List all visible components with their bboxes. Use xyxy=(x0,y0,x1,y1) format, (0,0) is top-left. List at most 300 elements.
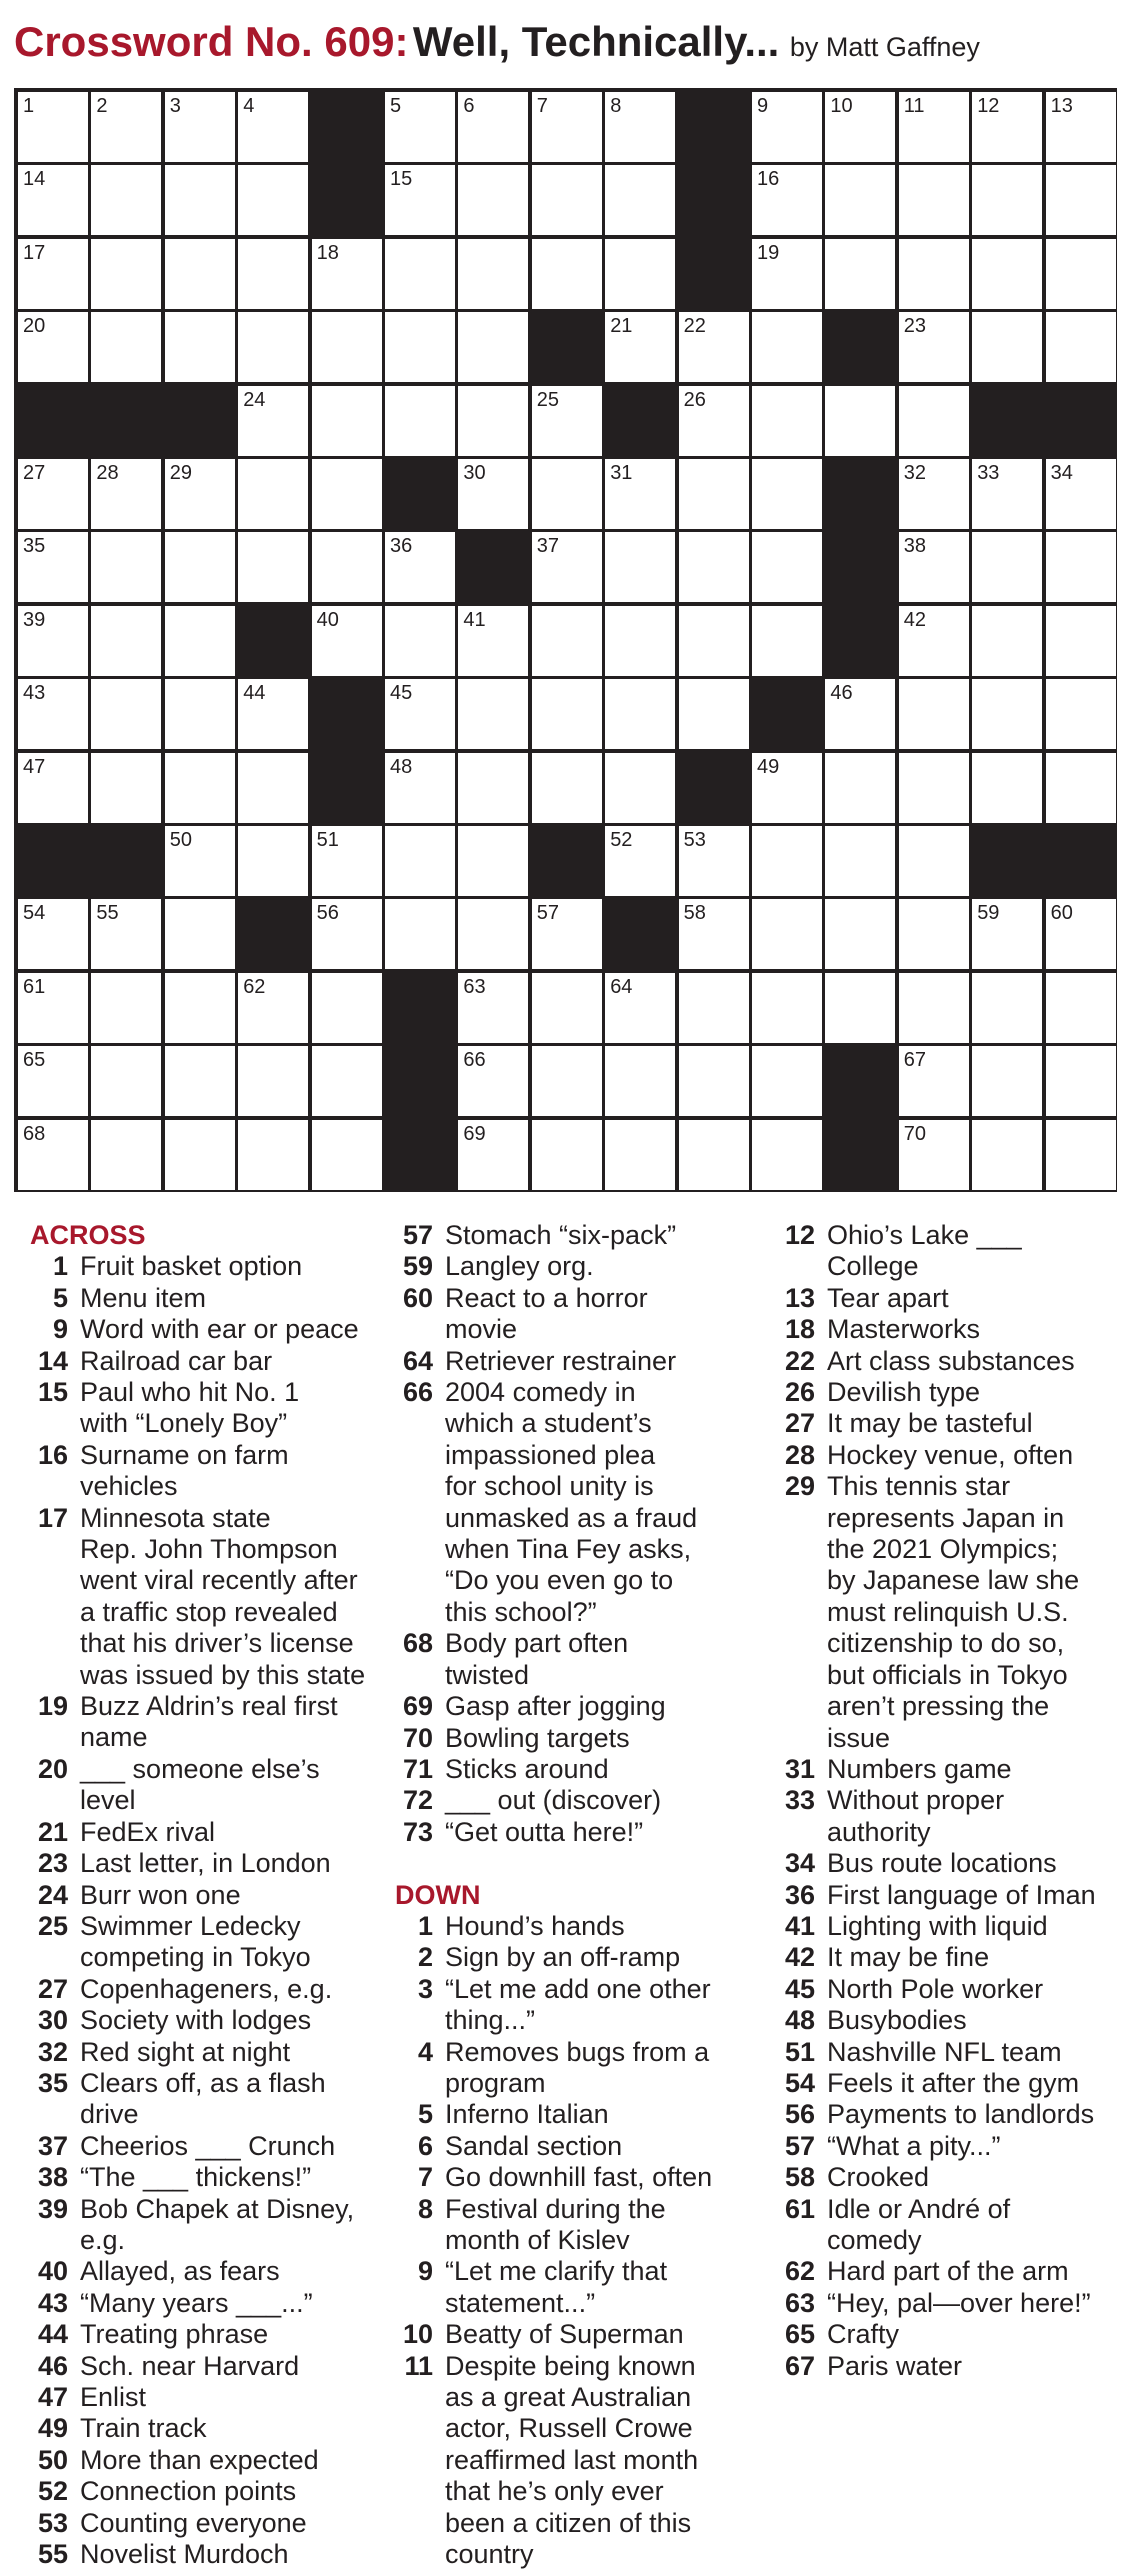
clue-text xyxy=(815,2256,1136,2287)
clue xyxy=(30,2382,390,2413)
grid-cell xyxy=(972,753,1042,823)
cell-number: 6 xyxy=(463,95,475,117)
grid-cell xyxy=(312,459,382,529)
clue-line: but officials in Tokyo xyxy=(827,1659,1068,1690)
clue-number: 62 xyxy=(784,2256,815,2287)
cell-number: 30 xyxy=(463,462,486,484)
clue-line: thing...” xyxy=(445,2005,536,2036)
cell-number: 69 xyxy=(463,1122,486,1145)
grid-cell xyxy=(18,312,88,382)
grid-cell xyxy=(458,606,528,676)
grid-cell xyxy=(238,312,308,382)
grid-cell xyxy=(679,899,749,969)
grid-cell xyxy=(165,973,235,1043)
black-square xyxy=(91,826,161,896)
clue-text xyxy=(68,2382,390,2413)
grid-cell xyxy=(91,1120,161,1190)
clue-text xyxy=(433,2131,755,2162)
clue-number: 57 xyxy=(402,1220,433,1250)
clue-text xyxy=(433,1754,755,1785)
clue xyxy=(30,1346,390,1377)
clue xyxy=(30,1440,390,1503)
clue-number: 16 xyxy=(37,1439,68,1470)
clue xyxy=(30,2194,390,2257)
clue-number: 9 xyxy=(52,1314,68,1345)
clue xyxy=(395,2037,755,2100)
clue-line: Cheerios ___ Crunch xyxy=(80,2130,336,2161)
crossword-grid xyxy=(14,88,1117,1192)
black-square xyxy=(312,165,382,235)
clue-text xyxy=(815,1346,1136,1377)
clue xyxy=(30,1314,390,1345)
cell-number: 7 xyxy=(536,95,548,117)
clue-number: 37 xyxy=(37,2130,68,2161)
cell-number: 35 xyxy=(23,535,46,558)
clue-text xyxy=(433,1691,755,1722)
clue-line: Treating phrase xyxy=(80,2319,269,2350)
grid-cell xyxy=(238,239,308,309)
clue-text xyxy=(815,2068,1136,2099)
clue-line: that his driver’s license xyxy=(80,1628,354,1659)
clue-line: It may be fine xyxy=(827,1942,990,1973)
clue-text xyxy=(68,2319,390,2350)
clue-line: Tear apart xyxy=(827,1282,949,1313)
grid-cell xyxy=(18,1120,88,1190)
clue-number: 45 xyxy=(784,1973,815,2004)
cell-number: 54 xyxy=(23,902,46,925)
clue xyxy=(30,1283,390,1314)
clue-line: movie xyxy=(445,1314,518,1345)
grid-cell xyxy=(1046,753,1116,823)
grid-cell xyxy=(972,679,1042,749)
clue-line: Enlist xyxy=(80,2382,147,2413)
black-square xyxy=(532,826,602,896)
clue-line: Ohio’s Lake ___ xyxy=(827,1220,1022,1250)
grid-cell xyxy=(679,312,749,382)
clue-number: 3 xyxy=(417,1973,433,2004)
cell-number: 24 xyxy=(243,388,266,411)
clue-text xyxy=(68,2005,390,2036)
clue-number: 59 xyxy=(402,1251,433,1282)
clue-text xyxy=(815,2099,1136,2130)
clue-number: 54 xyxy=(784,2067,815,2098)
clue xyxy=(30,2319,390,2350)
grid-cell xyxy=(532,753,602,823)
black-square xyxy=(238,606,308,676)
clue xyxy=(30,1848,390,1879)
grid-cell xyxy=(605,165,675,235)
clue-column-1 xyxy=(30,1220,390,2570)
clue xyxy=(395,2256,755,2319)
grid-cell xyxy=(972,532,1042,602)
grid-cell xyxy=(238,973,308,1043)
grid-cell xyxy=(18,239,88,309)
clue-number: 67 xyxy=(784,2350,815,2381)
clue-line: ___ out (discover) xyxy=(445,1785,662,1816)
grid-cell xyxy=(605,973,675,1043)
clue-line: the 2021 Olympics; xyxy=(827,1534,1059,1565)
clue-text xyxy=(433,1283,755,1346)
black-square xyxy=(605,386,675,456)
grid-cell xyxy=(825,753,895,823)
cell-number: 37 xyxy=(536,535,560,558)
clue-line: Removes bugs from a xyxy=(445,2036,710,2067)
grid-cell xyxy=(532,679,602,749)
black-square xyxy=(18,826,88,896)
clue-text xyxy=(68,2413,390,2444)
clue-number: 69 xyxy=(402,1691,433,1722)
clue-text xyxy=(68,2476,390,2507)
clue-line: must relinquish U.S. xyxy=(827,1596,1069,1627)
clue-number: 47 xyxy=(37,2382,68,2413)
cell-number: 70 xyxy=(903,1122,927,1145)
black-square xyxy=(825,1046,895,1116)
clue-line: Novelist Murdoch xyxy=(80,2539,289,2570)
clue-line: Hockey venue, often xyxy=(827,1439,1074,1470)
clue xyxy=(395,1377,755,1628)
cell-number: 57 xyxy=(536,902,560,925)
grid-cell xyxy=(752,459,822,529)
grid-cell xyxy=(972,899,1042,969)
clue xyxy=(777,2162,1136,2193)
grid-cell xyxy=(18,92,88,162)
clue-number: 51 xyxy=(784,2036,815,2067)
clue-line: Train track xyxy=(80,2413,207,2444)
clue-number: 9 xyxy=(417,2256,433,2287)
clue-number: 65 xyxy=(784,2319,815,2350)
cell-number: 18 xyxy=(316,241,339,264)
grid-cell xyxy=(532,459,602,529)
grid-cell xyxy=(899,1120,969,1190)
clue-line: Busybodies xyxy=(827,2005,967,2036)
clue-line: “Many years ___...” xyxy=(80,2287,313,2318)
cell-number: 31 xyxy=(610,462,633,484)
black-square xyxy=(752,679,822,749)
clue xyxy=(777,1974,1136,2005)
clue-line: Connection points xyxy=(80,2476,297,2507)
byline: by Matt Gaffney xyxy=(789,32,980,62)
cell-number: 52 xyxy=(610,829,633,851)
clue-text xyxy=(433,1911,755,1942)
cell-number: 16 xyxy=(757,168,780,191)
clue-line: This tennis star xyxy=(827,1471,1011,1502)
clue-number: 35 xyxy=(37,2067,68,2098)
clue xyxy=(395,1346,755,1377)
black-square xyxy=(238,899,308,969)
cell-number: 17 xyxy=(23,241,46,264)
grid-cell xyxy=(18,679,88,749)
clue-text xyxy=(68,1377,390,1440)
grid-cell xyxy=(1046,606,1116,676)
clue xyxy=(777,2319,1136,2350)
clue-text xyxy=(68,1848,390,1879)
grid-cell xyxy=(605,532,675,602)
clue-text xyxy=(815,1785,1136,1848)
clue-line: citizenship to do so, xyxy=(827,1628,1065,1659)
clue-text xyxy=(68,2068,390,2131)
grid-cell xyxy=(458,312,528,382)
cell-number: 32 xyxy=(903,462,927,484)
clue-line: “The ___ thickens!” xyxy=(80,2162,312,2193)
clue xyxy=(777,1346,1136,1377)
clue-column-2 xyxy=(395,1220,755,2570)
clue-number: 22 xyxy=(784,1345,815,1376)
clue-number: 57 xyxy=(784,2130,815,2161)
grid-cell xyxy=(458,165,528,235)
clue-line: Counting everyone xyxy=(80,2507,307,2538)
grid-cell xyxy=(312,239,382,309)
clue xyxy=(30,2445,390,2476)
black-square xyxy=(679,165,749,235)
black-square xyxy=(825,532,895,602)
grid-cell xyxy=(679,386,749,456)
clue-number: 19 xyxy=(37,1691,68,1722)
clue-line: Stomach “six-pack” xyxy=(445,1220,677,1250)
grid-cell xyxy=(238,679,308,749)
clue xyxy=(777,1848,1136,1879)
cell-number: 43 xyxy=(23,682,46,705)
grid-cell xyxy=(385,753,455,823)
clue-text xyxy=(433,2351,755,2570)
cell-number: 26 xyxy=(683,388,706,411)
grid-cell xyxy=(238,532,308,602)
clue xyxy=(777,2194,1136,2257)
grid-cell xyxy=(899,459,969,529)
black-square xyxy=(825,1120,895,1190)
cell-number: 28 xyxy=(96,462,119,484)
clue-text xyxy=(433,1377,755,1628)
cell-number: 10 xyxy=(830,95,853,117)
clue-number: 41 xyxy=(784,1910,815,1941)
clue-text xyxy=(815,2288,1136,2319)
grid-cell xyxy=(91,92,161,162)
clue-text xyxy=(815,1911,1136,1942)
clue-text xyxy=(68,1346,390,1377)
clue-text xyxy=(433,1817,755,1848)
clue-number: 7 xyxy=(417,2162,433,2193)
clue-text xyxy=(68,2539,390,2570)
grid-cell xyxy=(899,753,969,823)
clue-line: impassioned plea xyxy=(445,1439,656,1470)
grid-cell xyxy=(532,899,602,969)
grid-cell xyxy=(458,1046,528,1116)
grid-cell xyxy=(972,606,1042,676)
grid-cell xyxy=(679,973,749,1043)
clue-line: a traffic stop revealed xyxy=(80,1596,338,1627)
grid-cell xyxy=(899,606,969,676)
cell-number: 11 xyxy=(903,95,925,117)
clue-line: “Let me add one other xyxy=(445,1973,711,2004)
clue-number: 68 xyxy=(402,1628,433,1659)
puzzle-number: Crossword No. 609: xyxy=(14,18,409,65)
clue xyxy=(395,1283,755,1346)
clue-number: 8 xyxy=(417,2193,433,2224)
grid-cell xyxy=(1046,532,1116,602)
black-square xyxy=(825,606,895,676)
grid-cell xyxy=(91,606,161,676)
clue-line: actor, Russell Crowe xyxy=(445,2413,693,2444)
clue-number: 53 xyxy=(37,2507,68,2538)
cell-number: 66 xyxy=(463,1049,486,1072)
grid-cell xyxy=(825,826,895,896)
clue xyxy=(777,1314,1136,1345)
grid-cell xyxy=(532,165,602,235)
grid-cell xyxy=(165,239,235,309)
clue xyxy=(777,2256,1136,2287)
grid-cell xyxy=(752,165,822,235)
clue xyxy=(30,2539,390,2570)
clue-number: 52 xyxy=(37,2476,68,2507)
grid-cell xyxy=(605,679,675,749)
grid-cell xyxy=(679,459,749,529)
cell-number: 48 xyxy=(390,755,413,778)
clue-line: Burr won one xyxy=(80,1879,241,1910)
clue-line: Crafty xyxy=(827,2319,900,2350)
clue xyxy=(395,1723,755,1754)
grid-cell xyxy=(458,973,528,1043)
grid-cell xyxy=(532,532,602,602)
across-heading: ACROSS xyxy=(30,1220,146,1250)
clue-line: North Pole worker xyxy=(827,1973,1044,2004)
clue-text xyxy=(815,1220,1136,1283)
grid-cell xyxy=(679,606,749,676)
grid-cell xyxy=(458,239,528,309)
grid-cell xyxy=(165,1120,235,1190)
clue-number: 27 xyxy=(37,1973,68,2004)
clue-text xyxy=(815,1408,1136,1439)
clue-number: 33 xyxy=(784,1785,815,1816)
cell-number: 5 xyxy=(390,95,402,117)
clue-line: reaffirmed last month xyxy=(445,2444,699,2475)
grid-cell xyxy=(238,753,308,823)
grid-cell xyxy=(972,312,1042,382)
cell-number: 50 xyxy=(169,829,193,851)
cell-number: 60 xyxy=(1050,902,1073,925)
grid-cell xyxy=(605,312,675,382)
clue-text xyxy=(68,1503,390,1691)
clue-line: level xyxy=(80,1785,136,1816)
clue-text xyxy=(68,1314,390,1345)
grid-cell xyxy=(972,973,1042,1043)
grid-cell xyxy=(458,386,528,456)
grid-cell xyxy=(91,459,161,529)
grid-cell xyxy=(165,826,235,896)
clue-text xyxy=(433,2162,755,2193)
clue-line: Numbers game xyxy=(827,1753,1012,1784)
grid-cell xyxy=(165,606,235,676)
clue-line: Festival during the xyxy=(445,2193,666,2224)
cell-number: 58 xyxy=(683,902,706,925)
clue xyxy=(30,1754,390,1817)
grid-cell xyxy=(312,973,382,1043)
grid-cell xyxy=(532,606,602,676)
clue-text xyxy=(433,1220,755,1251)
clue-text xyxy=(815,1471,1136,1754)
grid-cell xyxy=(385,165,455,235)
grid-cell xyxy=(899,239,969,309)
grid-cell xyxy=(91,1046,161,1116)
cell-number: 68 xyxy=(23,1122,46,1145)
cell-number: 33 xyxy=(977,462,1000,484)
clue-line: twisted xyxy=(445,1659,530,1690)
clue xyxy=(777,2351,1136,2382)
clue-number: 40 xyxy=(37,2256,68,2287)
clue xyxy=(777,2099,1136,2130)
clue-line: Bus route locations xyxy=(827,1848,1057,1879)
clue-text xyxy=(68,2351,390,2382)
clue xyxy=(30,1911,390,1974)
clue-line: React to a horror xyxy=(445,1282,648,1313)
clue xyxy=(30,2131,390,2162)
clue-line: Without proper xyxy=(827,1785,1005,1816)
clue-line: Paris water xyxy=(827,2350,963,2381)
grid-cell xyxy=(385,606,455,676)
grid-cell xyxy=(458,92,528,162)
black-square xyxy=(532,312,602,382)
grid-cell xyxy=(385,679,455,749)
clue-line: for school unity is xyxy=(445,1471,654,1502)
clue-text xyxy=(433,1723,755,1754)
clue-number: 58 xyxy=(784,2162,815,2193)
clue-number: 38 xyxy=(37,2162,68,2193)
clue-number: 2 xyxy=(417,1942,433,1973)
black-square xyxy=(91,386,161,456)
clue-number: 1 xyxy=(52,1251,68,1282)
grid-cell xyxy=(605,606,675,676)
grid-cell xyxy=(385,826,455,896)
grid-cell xyxy=(752,753,822,823)
black-square xyxy=(312,92,382,162)
clue-line: Bowling targets xyxy=(445,1722,630,1753)
grid-cell xyxy=(972,165,1042,235)
grid-cell xyxy=(532,1120,602,1190)
clue-line: Red sight at night xyxy=(80,2036,291,2067)
grid-cell xyxy=(18,899,88,969)
clue-text xyxy=(433,2319,755,2350)
clue-number: 23 xyxy=(37,1848,68,1879)
clue-number: 42 xyxy=(784,1942,815,1973)
grid-cell xyxy=(825,165,895,235)
grid-cell xyxy=(458,1120,528,1190)
clue-number: 46 xyxy=(37,2350,68,2381)
grid-cell xyxy=(605,1046,675,1116)
clue-line: Art class substances xyxy=(827,1345,1075,1376)
clue xyxy=(395,1754,755,1785)
clue-text xyxy=(433,2256,755,2319)
clue-line: Surname on farm xyxy=(80,1439,289,1470)
grid-cell xyxy=(18,532,88,602)
grid-cell xyxy=(899,973,969,1043)
clue-line: Fruit basket option xyxy=(80,1251,303,1282)
black-square xyxy=(1046,386,1116,456)
black-square xyxy=(385,459,455,529)
clue-text xyxy=(433,2037,755,2100)
grid-cell xyxy=(1046,312,1116,382)
grid-cell xyxy=(91,753,161,823)
black-square xyxy=(679,92,749,162)
clue-text xyxy=(68,2256,390,2287)
grid-cell xyxy=(1046,92,1116,162)
clue xyxy=(395,1628,755,1691)
grid-cell xyxy=(165,679,235,749)
black-square xyxy=(18,386,88,456)
cell-number: 63 xyxy=(463,975,486,998)
clue-line: Society with lodges xyxy=(80,2005,312,2036)
grid-cell xyxy=(899,386,969,456)
black-square xyxy=(679,239,749,309)
grid-cell xyxy=(238,1120,308,1190)
cell-number: 64 xyxy=(610,975,633,998)
